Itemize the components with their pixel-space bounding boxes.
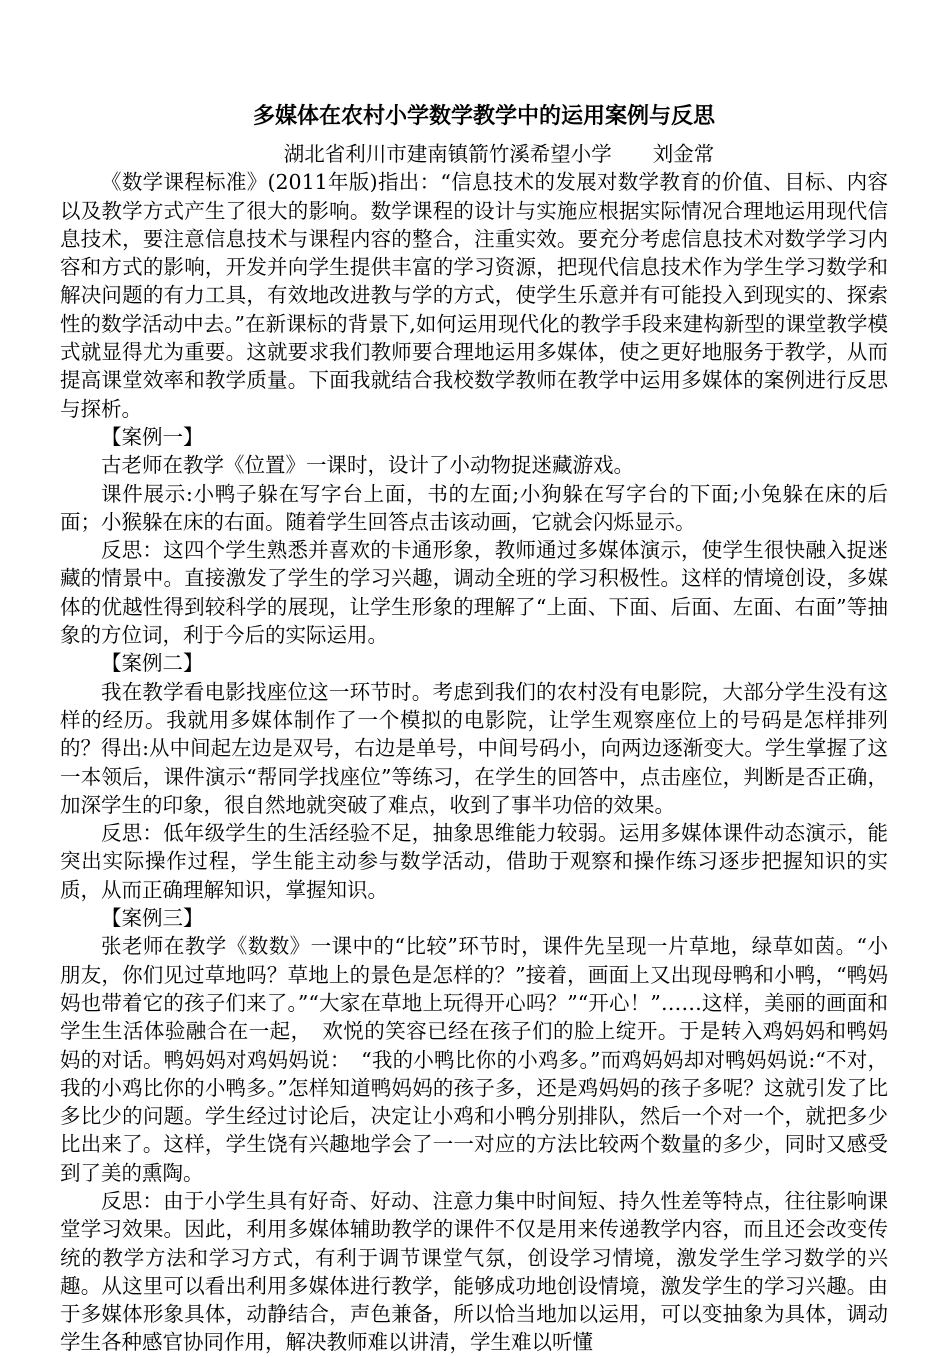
document-page xyxy=(60,100,888,1357)
case3-paragraph-1: 张老师在教学《数数》一课中的“比较”环节时，课件先呈现一片草地，绿草如茵。“小朋友，你们见过草地吗？草地上的景色是怎样的？”接着，画面上又出现母鸭和小鸭，“鸭妈妈也带着它的孩子们来了。”“大家在草地上玩得开心吗？”“开心！”……这样，美丽的画面和学生生活体验融合在一起， 欢悦的笑容已经在孩子们的脸上绽开。于是转入鸡妈妈和鸭妈妈的对话。鸭妈妈对鸡妈妈说： “我的小鸭比你的小鸡多。”而鸡妈妈却对鸭妈妈说:“不对，我的小鸡比你的小鸭多。”怎样知道鸭妈妈的孩子多，还是鸡妈妈的孩子多呢？这就引发了比多比少的问题。学生经过讨论后，决定让小鸡和小鸭分别排队，然后一个对一个，就把多少比出来了。这样，学生饶有兴趣地学会了一一对应的方法比较两个数量的多少，同时又感受到了美的熏陶。 xyxy=(60,934,888,1185)
case2-heading: 【案例二】 xyxy=(101,651,204,676)
case3-reflection: 反思：由于小学生具有好奇、好动、注意力集中时间短、持久性差等特点，往往影响课堂学习效果。因此，利用多媒体辅助教学的课件不仅是用来传递教学内容，而且还会改变传统的教学方法和学习方式，有利于调节课堂气氛，创设学习情境，激发学生学习数学的兴趣。从这里可以看出利用多媒体进行教学，能够成功地创设情境，激发学生的学习兴趣。由于多媒体形象具体，动静结合，声色兼备，所以恰当地加以运用，可以变抽象为具体，调动学生各种感官协同作用，解决教师难以讲清，学生难以听懂 xyxy=(60,1188,888,1355)
case2-reflection: 反思：低年级学生的生活经验不足，抽象思维能力较弱。运用多媒体课件动态演示，能突出实际操作过程，学生能主动参与数学活动，借助于观察和操作练习逐步把握知识的实质，从而正确理解知识，掌握知识。 xyxy=(60,821,888,902)
document-title: 多媒体在农村小学数学教学中的运用案例与反思 xyxy=(252,104,715,129)
case1-paragraph-1: 古老师在教学《位置》一课时，设计了小动物捉迷藏游戏。 xyxy=(101,453,634,478)
author-byline: 湖北省利川市建南镇箭竹溪希望小学 刘金常 xyxy=(283,142,715,166)
case3-heading: 【案例三】 xyxy=(101,906,204,931)
case1-reflection: 反思：这四个学生熟悉并喜欢的卡通形象，教师通过多媒体演示，使学生很快融入捉迷藏的情景中。直接激发了学生的学习兴趣，调动全班的学习积极性。这样的情境创设，多媒体的优越性得到较科学的展现，让学生形象的理解了“上面、下面、后面、左面、右面”等抽象的方位词，利于今后的实际运用。 xyxy=(60,538,888,648)
case1-heading: 【案例一】 xyxy=(101,424,204,449)
case1-paragraph-2: 课件展示:小鸭子躲在写字台上面，书的左面;小狗躲在写字台的下面;小兔躲在床的后面；小猴躲在床的右面。随着学生回答点击该动画，它就会闪烁显示。 xyxy=(60,481,888,534)
case2-paragraph-1: 我在教学看电影找座位这一环节时。考虑到我们的农村没有电影院，大部分学生没有这样的经历。我就用多媒体制作了一个模拟的电影院，让学生观察座位上的号码是怎样排列的？得出:从中间起左边是双号，右边是单号，中间号码小，向两边逐渐变大。学生掌握了这一本领后，课件演示“帮同学找座位”等练习，在学生的回答中，点击座位，判断是否正确，加深学生的印象，很自然地就突破了难点，收到了事半功倍的效果。 xyxy=(60,679,888,817)
intro-paragraph: 《数学课程标准》(2011年版)指出：“信息技术的发展对数学教育的价值、目标、内容以及教学方式产生了很大的影响。数学课程的设计与实施应根据实际情况合理地运用现代信息技术，要注意信息技术与课程内容的整合，注重实效。要充分考虑信息技术对数学学习内容和方式的影响，开发并向学生提供丰富的学习资源，把现代信息技术作为学生学习数学和解决问题的有力工具，有效地改进教与学的方式，使学生乐意并有可能投入到现实的、探索性的数学活动中去。”在新课标的背景下,如何运用现代化的教学手段来建构新型的课堂教学模式就显得尤为重要。这就要求我们教师要合理地运用多媒体，使之更好地服务于教学，从而提高课堂效率和教学质量。下面我就结合我校数学教师在教学中运用多媒体的案例进行反思与探析。 xyxy=(60,170,888,421)
